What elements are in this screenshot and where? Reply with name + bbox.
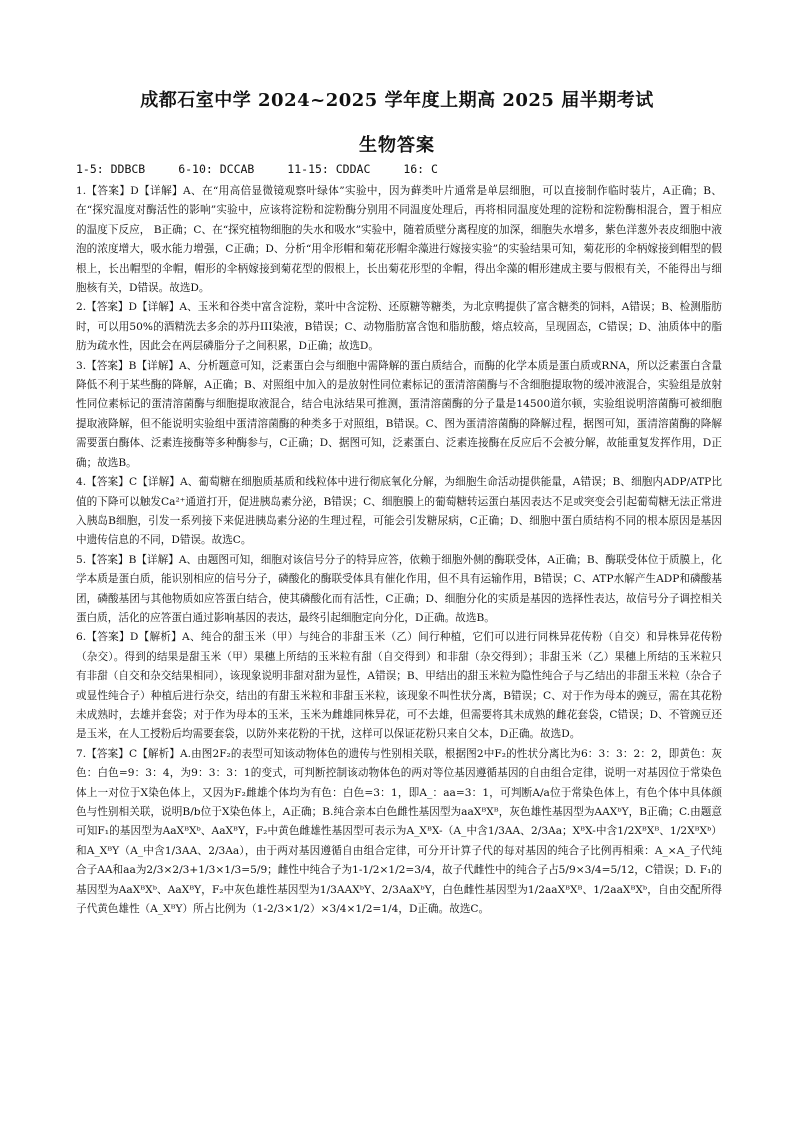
- question-4-explanation: 4.【答案】C【详解】A、葡萄糖在细胞质基质和线粒体中进行彻底氧化分解，为细胞生命活动提供能量，A错误；B、细胞内ADP/ATP比值的下降可以触发Ca²⁺通道打开，促进胰岛素分泌，B错误；C、细胞膜上的葡萄糖转运蛋白基因表达不足或突变会引起葡萄糖无法正常进入胰岛B细胞，引发一系列接下来促进胰岛素分泌的生理过程，可能会引发糖尿病，C正确；D、细胞中蛋白质结构不同的根本原因是基因中遗传信息的不同，D错误。故选C。: [76, 476, 722, 547]
- answer-key-group: 16: C: [403, 162, 438, 176]
- question-6-explanation: 6.【答案】D【解析】A、纯合的甜玉米（甲）与纯合的非甜玉米（乙）间行种植，它们可以进行同株异花传粉（自交）和异株异花传粉（杂交）。得到的结果是甜玉米（甲）果穗上所结的玉米粒有甜（自交得到）和非甜（杂交得到）；非甜玉米（乙）果穗上所结的玉米粒只有非甜（自交和杂交结果相同），该现象说明非甜对甜为显性，A错误；B、甲结出的甜玉米粒为隐性纯合子与乙结出的非甜玉米粒（杂合子或显性纯合子）种植后进行杂交，结出的有甜玉米粒和非甜玉米粒，该现象不叫性状分离，B错误；C、对于作为母本的豌豆，需在其花粉未成熟时，去雄并套袋；对于作为母本的玉米，玉米为雌雄同株异花，可不去雄，但需要将其未成熟的雌花套袋，C错误；D、不管豌豆还是玉米，在人工授粉后均需要套袋，以防外来花粉的干扰，这样可以保证花粉只来自父本，D正确。故选D。: [76, 631, 722, 741]
- answer-key-group: 1-5: DDBCB: [76, 162, 146, 176]
- answer-key-group: 6-10: DCCAB: [178, 162, 255, 176]
- question-2-explanation: 2.【答案】D【详解】A、玉米和谷类中富含淀粉，菜叶中含淀粉、还原糖等糖类，为北京鸭提供了富含糖类的饲料，A错误；B、检测脂肪时，可以用50%的酒精洗去多余的苏丹III染液，B错误；C、动物脂肪富含饱和脂肪酸，熔点较高，呈现固态，C错误；D、油质体中的脂肪为疏水性，因此会在两层磷脂分子之间积累，D正确；故选D。: [76, 301, 722, 353]
- page-subtitle: 生物答案: [359, 135, 435, 156]
- question-3-explanation: 3.【答案】B【详解】A、分析题意可知，泛素蛋白会与细胞中需降解的蛋白质结合，而酶的化学本质是蛋白质或RNA，所以泛素蛋白含量降低不利于某些酶的降解，A正确；B、对照组中加入的是放射性同位素标记的蛋清溶菌酶与不含细胞提取物的缓冲液混合，实验组是放射性同位素标记的蛋清溶菌酶与细胞提取液混合，结合电泳结果可推测，蛋清溶菌酶的分子量是14500道尔顿，实验组说明溶菌酶可被细胞提取液降解，但不能说明实验组中蛋清溶菌酶的种类多于对照组，B错误。C、图为蛋清溶菌酶的降解过程，据图可知，蛋清溶菌酶的降解需要蛋白酶体、泛素连接酶等多种酶参与，C正确；D、据图可知，泛素蛋白、泛素连接酶在反应后不会被分解，故能重复发挥作用，D正确；故选B。: [76, 359, 722, 469]
- answer-key-group: 11-15: CDDAC: [287, 162, 371, 176]
- page-title: 成都石室中学 2024~2025 学年度上期高 2025 届半期考试: [140, 90, 654, 111]
- question-7-explanation: 7.【答案】C【解析】A.由图2F₂的表型可知该动物体色的遗传与性别相关联，根据图2中F₂的性状分离比为6：3：3：2：2，即黄色：灰色：白色=9：3：4，为9：3：3：1的变式，可判断控制该动物体色的两对等位基因遵循基因的自由组合定律，说明一对基因位于常染色体上一对位于X染色体上，又因为F₂雌雄个体均为有色：白色=3：1，即A_：aa=3：1，可判断A/a位于常染色体上，有色个体中具体颜色与性别相关联，说明B/b位于X染色体上，A正确；B.纯合亲本白色雌性基因型为aaXᴮXᴮ，灰色雄性基因型为AAXᵇY，B正确；C.由题意可知F₁的基因型为AaXᴮXᵇ、AaXᴮY，F₂中黄色雌雄性基因型可表示为A_XᴮX-（A_中含1/3AA、2/3Aa；XᴮX-中含1/2XᴮXᴮ、1/2XᴮXᵇ）和A_XᴮY（A_中含1/3AA、2/3Aa），由于两对基因遵循自由组合定律，可分开计算子代的每对基因的纯合子比例再相乘：A_×A_子代纯合子AA和aa为2/3×2/3+1/3×1/3=5/9；雌性中纯合子为1-1/2×1/2=3/4，故子代雌性中的纯合子占5/9×3/4=5/12，C错误；D. F₁的基因型为AaXᴮXᵇ、AaXᴮY，F₂中灰色雄性基因型为1/3AAXᵇY、2/3AaXᵇY，白色雌性基因型为1/2aaXᴮXᴮ、1/2aaXᴮXᵇ，自由交配所得子代黄色雄性（A_XᴮY）所占比例为（1-2/3×1/2）×3/4×1/2=1/4，D正确。故选C。: [76, 747, 722, 916]
- answer-key: [76, 162, 464, 176]
- question-1-explanation: 1.【答案】D【详解】A、在“用高倍显微镜观察叶绿体”实验中，因为藓类叶片通常是单层细胞，可以直接制作临时装片，A正确；B、在“探究温度对酶活性的影响”实验中，应该将淀粉和淀粉酶分别用不同温度处理后，再将相同温度处理的淀粉和淀粉酶相混合，置于相应的温度下反应， B正确；C、在“探究植物细胞的失水和吸水”实验中，随着质壁分离程度的加深，细胞失水增多，紫色洋葱外表皮细胞中液泡的浓度增大，吸水能力增强，C正确；D、分析“用伞形帽和菊花形帽伞藻进行嫁接实验”的实验结果可知，菊花形的伞柄嫁接到帽型的假根上，长出帽型的伞帽，帽形的伞柄嫁接到菊花型的假根上，长出菊花形型的伞帽，得出伞藻的帽形建成主要与假根有关，不能得出与细胞核有关，D错误。故选D。: [76, 185, 722, 295]
- answer-explanations: [76, 182, 722, 919]
- question-5-explanation: 5.【答案】B【详解】A、由题图可知，细胞对该信号分子的特异应答，依赖于细胞外侧的酶联受体，A正确；B、酶联受体位于质膜上，化学本质是蛋白质，能识别相应的信号分子，磷酸化的酶联受体具有催化作用，但不具有运输作用，B错误；C、ATP水解产生ADP和磷酸基团，磷酸基团与其他物质如应答蛋白结合，使其磷酸化而有活性，C正确；D、细胞分化的实质是基因的选择性表达，故信号分子调控相关蛋白质，活化的应答蛋白通过影响基因的表达，最终引起细胞定向分化，D正确。故选B。: [76, 553, 722, 624]
